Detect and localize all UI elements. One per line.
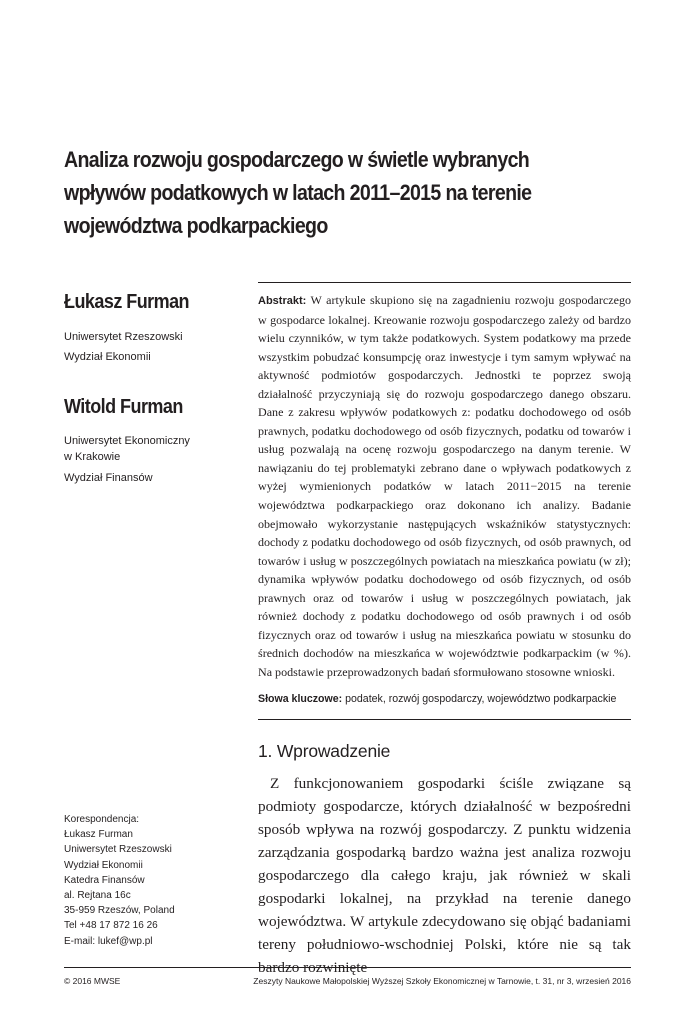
affiliation-line: Uniwersytet Rzeszowski: [64, 331, 183, 343]
correspondence-email: E-mail: lukef@wp.pl: [64, 935, 153, 947]
affiliation-line: Wydział Finansów: [64, 472, 153, 484]
author-name: Witold Furman: [64, 396, 183, 418]
correspondence-line: Łukasz Furman: [64, 829, 133, 841]
keywords-text: podatek, rozwój gospodarczy, województwo podkarpackie: [342, 693, 617, 705]
correspondence-line: Tel +48 17 872 16 26: [64, 920, 158, 932]
correspondence-line: Korespondencja:: [64, 814, 140, 825]
abstract-top-rule: [258, 282, 631, 283]
abstract-label: Abstrakt:: [258, 295, 307, 307]
section-body: Z funkcjonowaniem gospodarki ściśle związane są podmioty gospodarcze, których działalność w bezpośredni sposób wpływa na rozwój gospodarczy. Z punktu widzenia zarządzania gospodarką bardzo ważna jest analiza rozwoju gospodarczego dla całego kraju, jak również w skali gospodarki lokalnej, na przykład na terenie danego województwa. W artykule zdecydowano się objąć badaniami tereny południowo-wschodniej Polski, które nie są tak bardzo rozwinięte: [258, 775, 631, 976]
correspondence-line: Wydział Ekonomii: [64, 859, 143, 871]
footer-copyright: © 2016 MWSE: [64, 976, 121, 986]
keywords-bottom-rule: [258, 719, 631, 720]
affiliation-line: w Krakowie: [64, 451, 121, 463]
abstract: [258, 291, 631, 681]
title-line: województwa podkarpackiego: [64, 213, 328, 238]
author-affiliation: [64, 433, 190, 486]
keywords: [258, 691, 638, 707]
footer-journal-citation: Zeszyty Naukowe Małopolskiej Wyższej Szkoły Ekonomicznej w Tarnowie, t. 31, nr 3, wrzesień 2016: [253, 976, 631, 986]
correspondence-line: al. Rejtana 16c: [64, 890, 131, 902]
affiliation-line: Uniwersytet Ekonomiczny: [64, 435, 190, 447]
correspondence-line: Uniwersytet Rzeszowski: [64, 844, 172, 856]
title-line: wpływów podatkowych w latach 2011–2015 na terenie: [64, 180, 532, 205]
section-heading: 1. Wprowadzenie: [258, 741, 391, 761]
abstract-text: W artykule skupiono się na zagadnieniu rozwoju gospodarczego w gospodarce lokalnej. Kreowanie rozwoju gospodarczego zależy od bardzo wielu czynników, w tym także podatkowych. System podatkowy ma przede wszystkim pobudzać konsumpcję oraz inwestycje i tym samym wpływać na aktywność podmiotów gospodarczych. Jednostki te poprzez swoją działalność przyczyniają się do rozwoju gospodarczego danego obszaru. Dane z zakresu wpływów podatkowych z: podatku dochodowego od osób prawnych, podatku dochodowego od osób fizycznych, podatku od towarów i usług pozwalają na ocenę rozwoju gospodarczego na danym terenie. W nawiązaniu do tej problematyki zebrano dane o wpływach podatkowych z wyżej wymienionych podatków w latach 2011−2015 na terenie województwa podkarpackiego oraz dokonano ich analizy. Badanie obejmowało wykorzystanie następujących wskaźników statystycznych: dochody z podatku dochodowego od osób fizycznych, od osób prawnych, od towarów i usług w poszczególnych powiatach na mieszkańca powiatu (w zł); dynamika wpływów podatku dochodowego od osób fizycznych, od osób prawnych oraz od towarów i usług w poszczególnych powiatach, jak również dochody z podatku dochodowego od osób prawnych i od osób fizycznych oraz od towarów i usług na mieszkańca powiatu w stosunku do średnich dochodów na mieszkańca w województwie podkarpackim (w %). Na podstawie przeprowadzonych badań sformułowano stosowne wnioski.: [258, 293, 631, 679]
author-affiliation: [64, 329, 183, 365]
article-title: [64, 143, 638, 242]
correspondence-line: 35-959 Rzeszów, Poland: [64, 905, 175, 917]
affiliation-line: Wydział Ekonomii: [64, 351, 151, 363]
footer-rule: [64, 967, 631, 968]
correspondence-line: Katedra Finansów: [64, 874, 145, 886]
correspondence-block: [64, 812, 175, 949]
author-name: Łukasz Furman: [64, 291, 190, 313]
title-line: Analiza rozwoju gospodarczego w świetle wybranych: [64, 147, 530, 172]
keywords-label: Słowa kluczowe:: [258, 693, 343, 705]
